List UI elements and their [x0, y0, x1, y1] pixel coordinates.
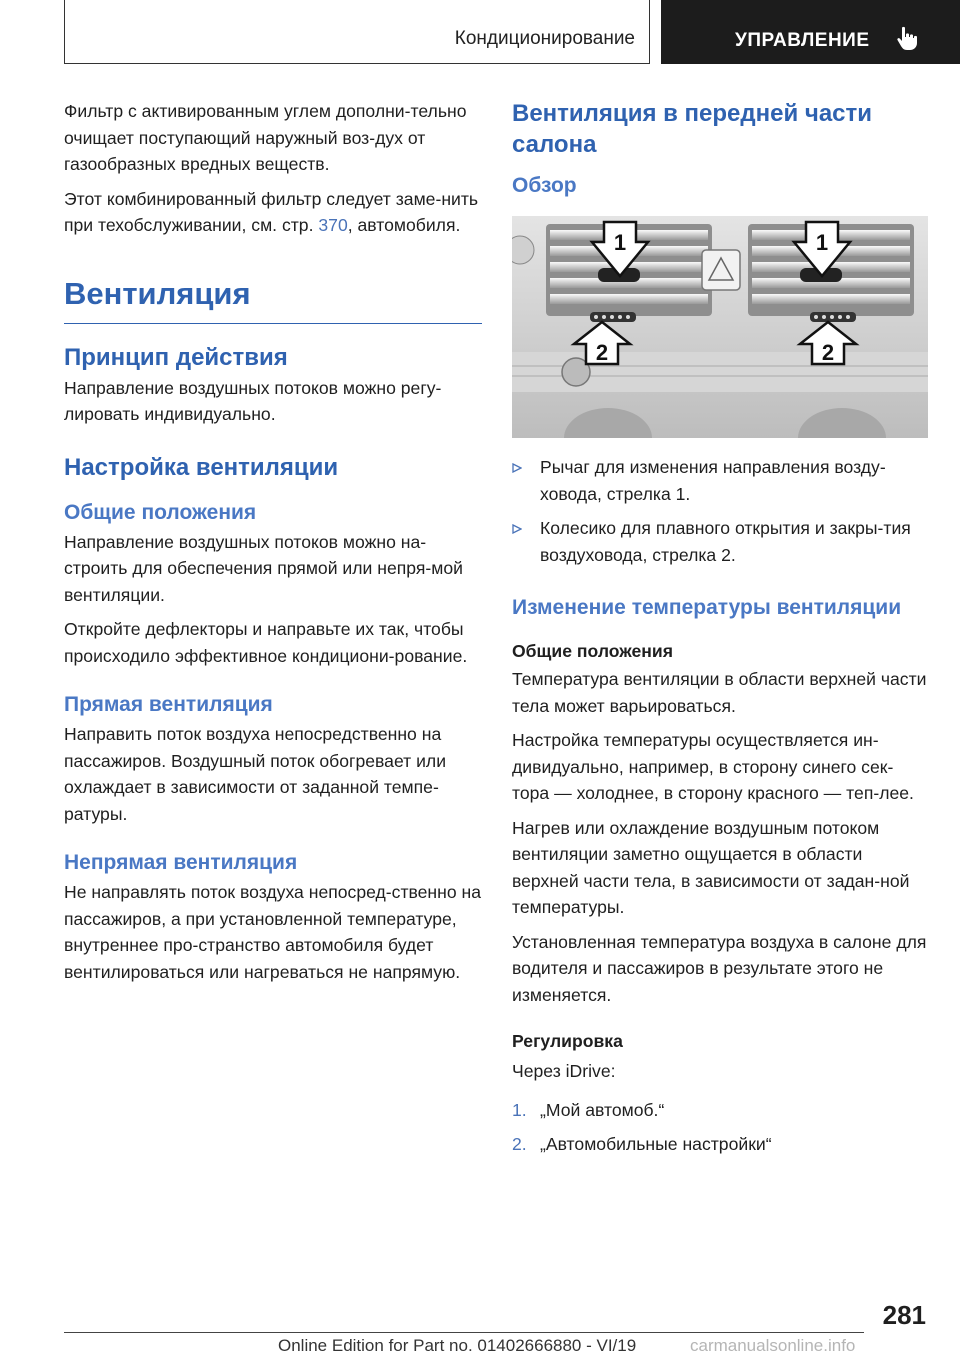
vent-figure [512, 216, 928, 438]
heading-general: Общие положения [64, 500, 257, 524]
left-column [64, 98, 482, 985]
footer-watermark: carmanualsonline.info [690, 1336, 856, 1355]
paragraph-indirect: Не направлять поток воздуха непосред-ственно на пассажиров, а при установленной температуре, внутреннее про-странство автомобиля будет вентилироваться или нагреваться не напрямую. [64, 882, 482, 982]
paragraph-temp-3: Нагрев или охлаждение воздушным потоком вентиляции заметно ощущается в области верхней части тела, в зависимости от задан-ной температуры. [512, 817, 910, 917]
steps-list [512, 1097, 928, 1158]
header-section-box [64, 0, 650, 64]
header-section-title: Кондиционирование [454, 28, 635, 49]
paragraph-temp-4: Установленная температура воздуха в салоне для водителя и пассажиров в результате этого не изменяется. [512, 931, 927, 1005]
paragraph-text: Этот комбинированный фильтр следует заме-нить при техобслуживании, см. стр. [64, 188, 479, 235]
arrow-label-1-right: 1 [815, 230, 829, 255]
paragraph-adjust: Через iDrive: [512, 1061, 616, 1081]
footer-divider [64, 1332, 864, 1333]
overview-list [512, 454, 928, 568]
paragraph-general-1: Направление воздушных потоков можно на-строить для обеспечения прямой или непря-мой вентиляции. [64, 531, 463, 605]
heading-setting: Настройка вентиляции [64, 453, 339, 481]
step-text: „Автомобильные настройки“ [540, 1134, 772, 1154]
list-item [512, 1131, 928, 1158]
heading-adjust: Регулировка [512, 1031, 623, 1051]
arrow-label-2-right: 2 [821, 340, 835, 365]
heading-temperature: Изменение температуры вентиляции [512, 596, 902, 619]
thumbwheel-right [810, 312, 856, 322]
triangle-bullet-icon [512, 463, 522, 473]
arrow-label-2-left: 2 [595, 340, 609, 365]
paragraph-temp-2: Настройка температуры осуществляется ин-дивидуально, например, в сторону синего сек-тора — холоднее, в сторону красного — теп-лее. [512, 730, 914, 803]
thumbwheel-left [590, 312, 636, 322]
list-item [512, 454, 928, 507]
footer-edition: Online Edition for Part no. 01402666880 - VI/19 [278, 1336, 637, 1355]
step-number: 1. [512, 1099, 527, 1120]
list-item [512, 1097, 928, 1124]
paragraph-filter-replace [64, 186, 482, 239]
heading-direct: Прямая вентиляция [64, 693, 273, 716]
list-item [512, 515, 928, 568]
list-item-text: Рычаг для изменения направления возду-ховода, стрелка 1. [540, 457, 886, 504]
header-chapter-title: УПРАВЛЕНИЕ [735, 30, 870, 51]
paragraph-temp-1: Температура вентиляции в области верхней части тела может варьироваться. [512, 669, 927, 716]
paragraph-general-2: Откройте дефлекторы и направьте их так, чтобы происходило эффективное кондициони-рование. [64, 619, 468, 666]
paragraph-principle: Направление воздушных потоков можно регу-лировать индивидуально. [64, 377, 442, 424]
header-chapter-box [661, 0, 960, 64]
arrow-label-1-left: 1 [613, 230, 627, 255]
heading-indirect: Непрямая вентиляция [64, 851, 298, 874]
heading-temp-general: Общие положения [512, 641, 674, 661]
paragraph-direct: Направить поток воздуха непосредственно на пассажиров. Воздушный поток обогревает или охлаждает в зависимости от заданной темпе-ратуры. [64, 724, 447, 824]
heading-overview: Обзор [512, 174, 577, 197]
list-item-text: Колесико для плавного открытия и закры-тия воздуховода, стрелка 2. [540, 518, 911, 565]
right-column [512, 98, 928, 1158]
heading-ventilation: Вентиляция [64, 275, 482, 324]
step-text: „Мой автомоб.“ [540, 1099, 665, 1120]
paragraph-filter: Фильтр с активированным углем дополни-тельно очищает поступающий наружный воз-дух от газообразных вредных веществ. [64, 101, 467, 174]
hand-pointer-icon [893, 24, 921, 52]
triangle-bullet-icon [512, 524, 522, 534]
vent-illustration [512, 216, 928, 438]
heading-front-ventilation: Вентиляция в передней части салона [512, 100, 873, 158]
paragraph-text: , автомобиля. [347, 215, 461, 235]
step-number: 2. [512, 1134, 527, 1154]
page-link[interactable]: 370 [318, 215, 348, 235]
heading-principle: Принцип действия [64, 343, 288, 371]
page-number: 281 [882, 1300, 926, 1330]
